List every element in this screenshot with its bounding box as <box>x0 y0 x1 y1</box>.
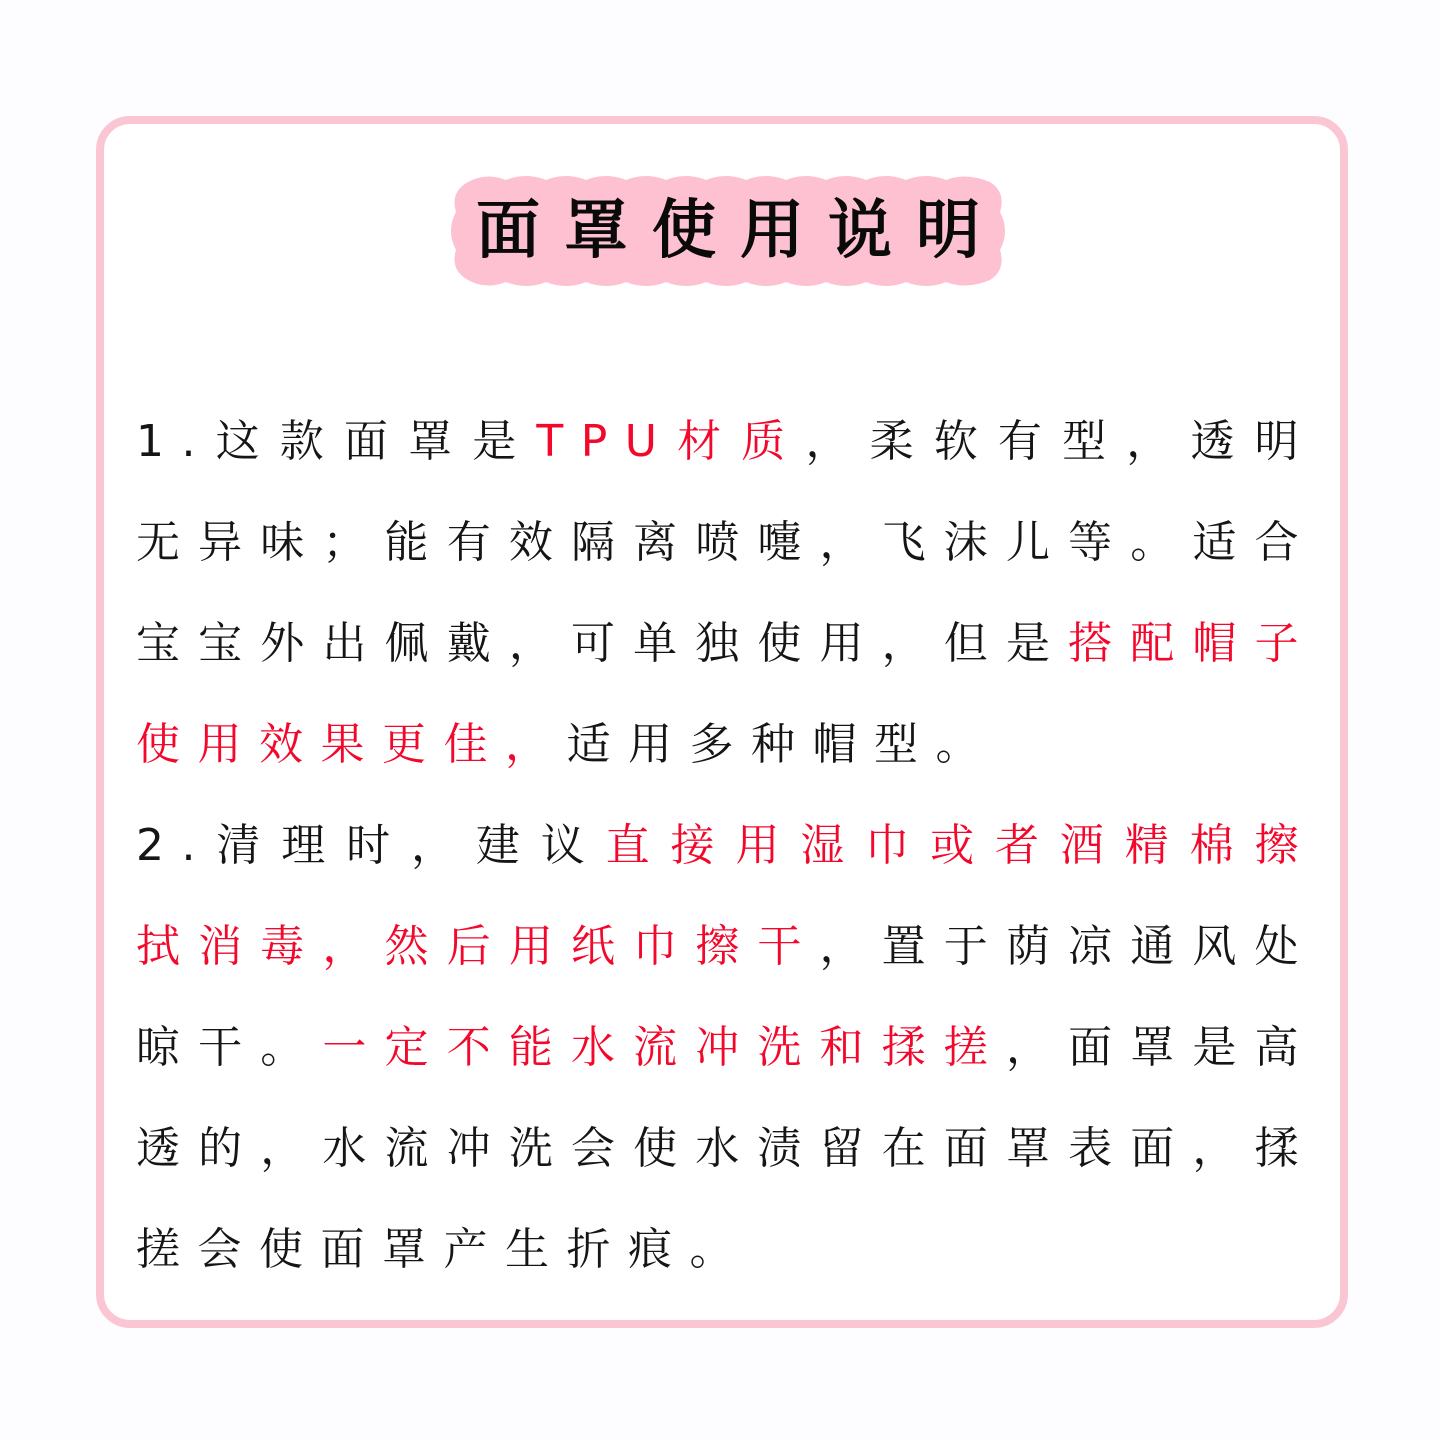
para2-text: ，置于荫凉通风处晾干。 <box>136 921 1317 1073</box>
instructions-body <box>136 391 1316 1300</box>
instruction-card <box>96 116 1348 1328</box>
para1-highlight-material: TPU材质 <box>536 416 806 467</box>
para1-highlight-hat: 搭配帽子使用效果更佳， <box>136 618 1317 770</box>
para1-text: 1.这款面罩是 <box>136 416 537 467</box>
para2-text: ，面罩是高透的，水流冲洗会使水渍留在面罩表面，揉搓会使面罩产生折痕。 <box>136 1022 1317 1275</box>
para2-highlight-cleaning: 直接用湿巾或者酒精棉擦拭消毒，然后用纸巾擦干 <box>136 820 1317 972</box>
para2-highlight-warning: 一定不能水流冲洗和揉搓 <box>322 1022 1006 1073</box>
instruction-paragraph-1 <box>136 391 1316 795</box>
page-title: 面罩使用说明 <box>476 194 1004 268</box>
instruction-paragraph-2 <box>136 795 1316 1300</box>
para1-text: ，柔软有型，透明无异味；能有效隔离喷嚏，飞沫儿等。适合宝宝外出佩戴，可单独使用，但是 <box>136 416 1317 669</box>
title-badge <box>446 172 1010 290</box>
para2-text: 2.清理时，建议 <box>136 820 606 871</box>
para1-text: 适用多种帽型。 <box>566 719 997 770</box>
